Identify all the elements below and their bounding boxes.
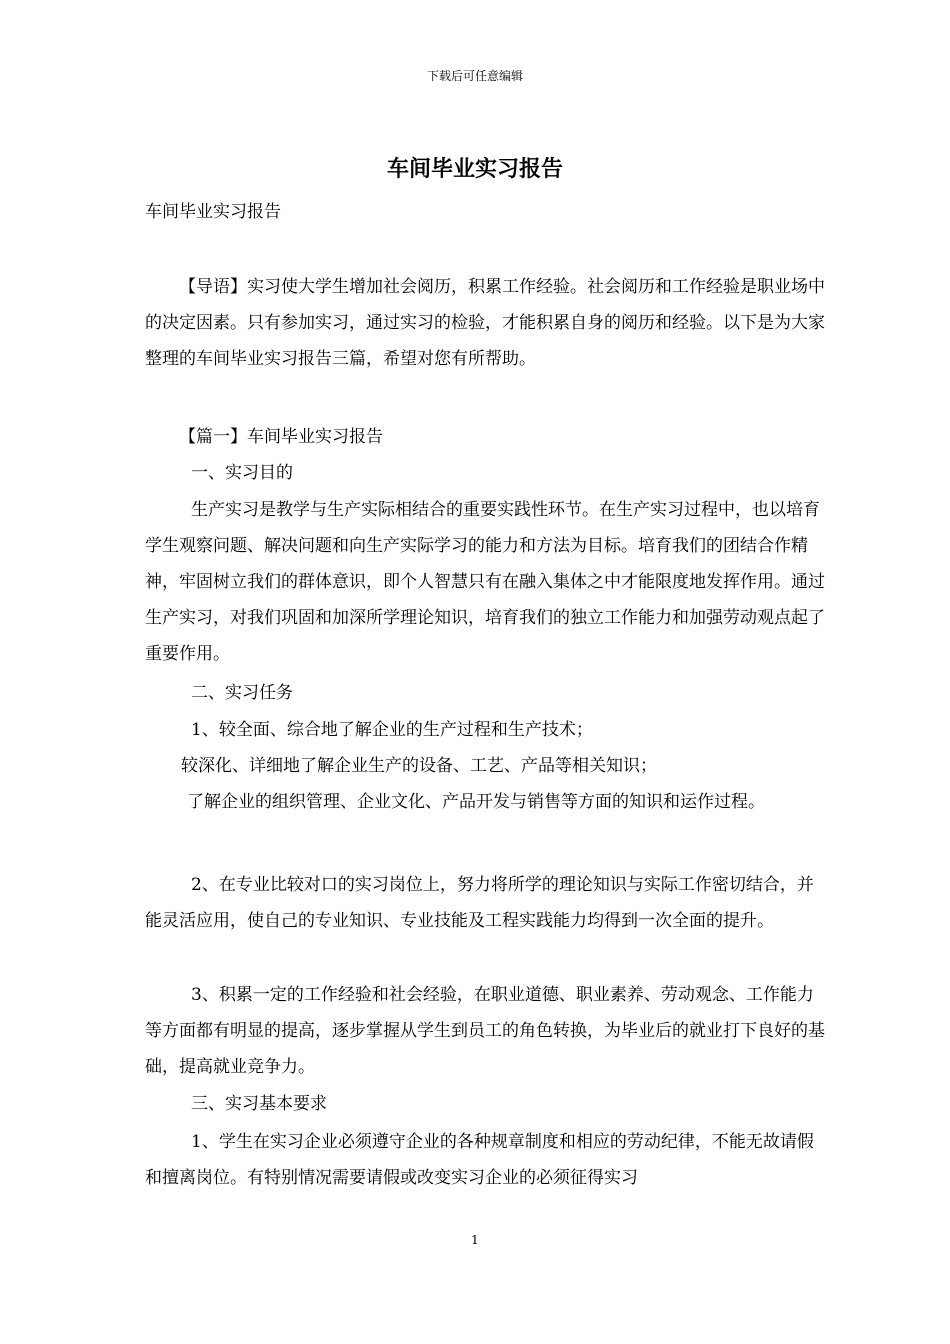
header-note: 下载后可任意编辑 [426, 69, 523, 83]
intro-paragraph: 【导语】实习使大学生增加社会阅历，积累工作经验。社会阅历和工作经验是职业场中的决定因素。只有参加实习，通过实习的检验，才能积累自身的阅历和经验。以下是为大家整理的车间毕业实习报告三篇，希望对您有所帮助。 [145, 277, 825, 369]
task-1: 1、较全面、综合地了解企业的生产过程和生产技术； [191, 720, 593, 740]
document-title: 车间毕业实习报告 [386, 156, 563, 182]
task-1c: 了解企业的组织管理、企业文化、产品开发与销售等方面的知识和运作过程。 [187, 792, 765, 812]
requirement-1: 1、学生在实习企业必须遵守企业的各种规章制度和相应的劳动纪律，不能无故请假和擅离岗位。有特别情况需要请假或改变实习企业的必须征得实习 [145, 1132, 814, 1188]
task-1b: 较深化、详细地了解企业生产的设备、工艺、产品等相关知识； [181, 756, 657, 776]
document-subtitle: 车间毕业实习报告 [145, 202, 281, 222]
purpose-paragraph: 生产实习是教学与生产实际相结合的重要实践性环节。在生产实习过程中，也以培育学生观察问题、解决问题和向生产实际学习的能力和方法为目标。培育我们的团结合作精神，牢固树立我们的群体意识，即个人智慧只有在融入集体之中才能限度地发挥作用。通过生产实习，对我们巩固和加深所学理论知识，培育我们的独立工作能力和加强劳动观点起了重要作用。 [145, 500, 825, 664]
page-number: 1 [471, 1233, 479, 1247]
section-title: 【篇一】车间毕业实习报告 [179, 427, 383, 447]
heading-tasks: 二、实习任务 [191, 683, 293, 703]
task-3: 3、积累一定的工作经验和社会经验，在职业道德、职业素养、劳动观念、工作能力等方面都有明显的提高，逐步掌握从学生到员工的角色转换，为毕业后的就业打下良好的基础，提高就业竞争力。 [145, 985, 825, 1077]
heading-purpose: 一、实习目的 [191, 463, 293, 483]
heading-requirements: 三、实习基本要求 [191, 1094, 327, 1114]
task-2: 2、在专业比较对口的实习岗位上，努力将所学的理论知识与实际工作密切结合，并能灵活应用，使自己的专业知识、专业技能及工程实践能力均得到一次全面的提升。 [145, 875, 814, 931]
